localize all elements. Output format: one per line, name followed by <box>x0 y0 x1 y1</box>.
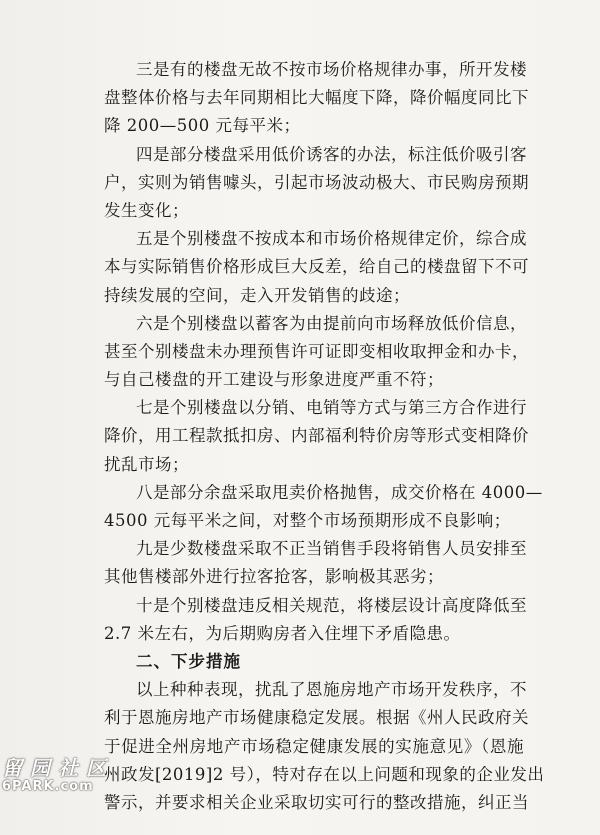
text-line: 利于恩施房地产市场健康稳定发展。根据《州人民政府关 <box>104 708 529 728</box>
text-line: 八是部分余盘采取甩卖价格抛售，成交价格在 4000— <box>136 482 543 502</box>
text-line: 七是个别楼盘以分销、电销等方式与第三方合作进行 <box>136 398 527 418</box>
text-line: 其他售楼部外进行拉客抢客，影响极其恶劣； <box>104 567 444 587</box>
paragraph-7 <box>104 394 529 479</box>
closing-paragraph <box>104 676 545 817</box>
text-line: 警示，并要求相关企业采取切实可行的整改措施，纠正当 <box>104 792 529 812</box>
text-line: 降 200—500 元每平米； <box>104 116 301 136</box>
watermark-chinese: 留园社区 <box>2 756 114 780</box>
text-line: 四是部分楼盘采用低价诱客的办法，标注低价吸引客 <box>136 144 527 164</box>
text-line: 十是个别楼盘违反相关规范，将楼层设计高度降低至 <box>136 595 527 615</box>
text-line: 与自己楼盘的开工建设与形象进度严重不符； <box>104 370 444 390</box>
paragraph-4 <box>104 141 529 226</box>
paragraph-10 <box>104 592 527 648</box>
paragraph-9 <box>104 535 527 591</box>
text-line: 甚至个别楼盘未办理预售许可证即变相收取押金和办卡， <box>104 341 529 361</box>
text-line: 盘整体价格与去年同期相比大幅度下降，降价幅度同比下 <box>104 88 529 108</box>
document-body <box>104 56 545 817</box>
section-heading: 二、下步措施 <box>136 651 241 671</box>
text-line: 于促进全州房地产市场稳定健康发展的实施意见》（恩施 <box>104 736 524 756</box>
text-line: 州政发[2019]2 号），特对存在以上问题和现象的企业发出 <box>104 764 545 784</box>
text-line: 2.7 米左右，为后期购房者入住埋下矛盾隐患。 <box>104 623 461 643</box>
text-line: 降价，用工程款抵扣房、内部福利特价房等形式变相降价 <box>104 426 529 446</box>
paragraph-5 <box>104 225 529 310</box>
site-watermark <box>2 757 114 795</box>
text-line: 六是个别楼盘以蓄客为由提前向市场释放低价信息， <box>136 313 527 333</box>
text-line: 五是个别楼盘不按成本和市场价格规律定价，综合成 <box>136 229 527 249</box>
text-line: 4500 元每平米之间，对整个市场预期形成不良影响； <box>104 511 511 530</box>
text-line: 本与实际销售价格形成巨大反差，给自己的楼盘留下不可 <box>104 257 529 277</box>
watermark-english: 6PARK.com <box>2 779 94 794</box>
text-line: 户，实则为销售噱头，引起市场波动极大、市民购房预期 <box>104 172 529 192</box>
text-line: 以上种种表现，扰乱了恩施房地产市场开发秩序，不 <box>136 680 527 700</box>
paragraph-6 <box>104 310 529 395</box>
paragraph-3 <box>104 56 529 141</box>
text-line: 发生变化； <box>104 200 189 220</box>
text-line: 九是少数楼盘采取不正当销售手段将销售人员安排至 <box>136 539 527 559</box>
text-line: 持续发展的空间，走入开发销售的歧途； <box>104 285 410 305</box>
text-line: 扰乱市场； <box>104 454 189 474</box>
paragraph-8 <box>104 479 543 535</box>
text-line: 三是有的楼盘无故不按市场价格规律办事，所开发楼 <box>136 60 527 79</box>
